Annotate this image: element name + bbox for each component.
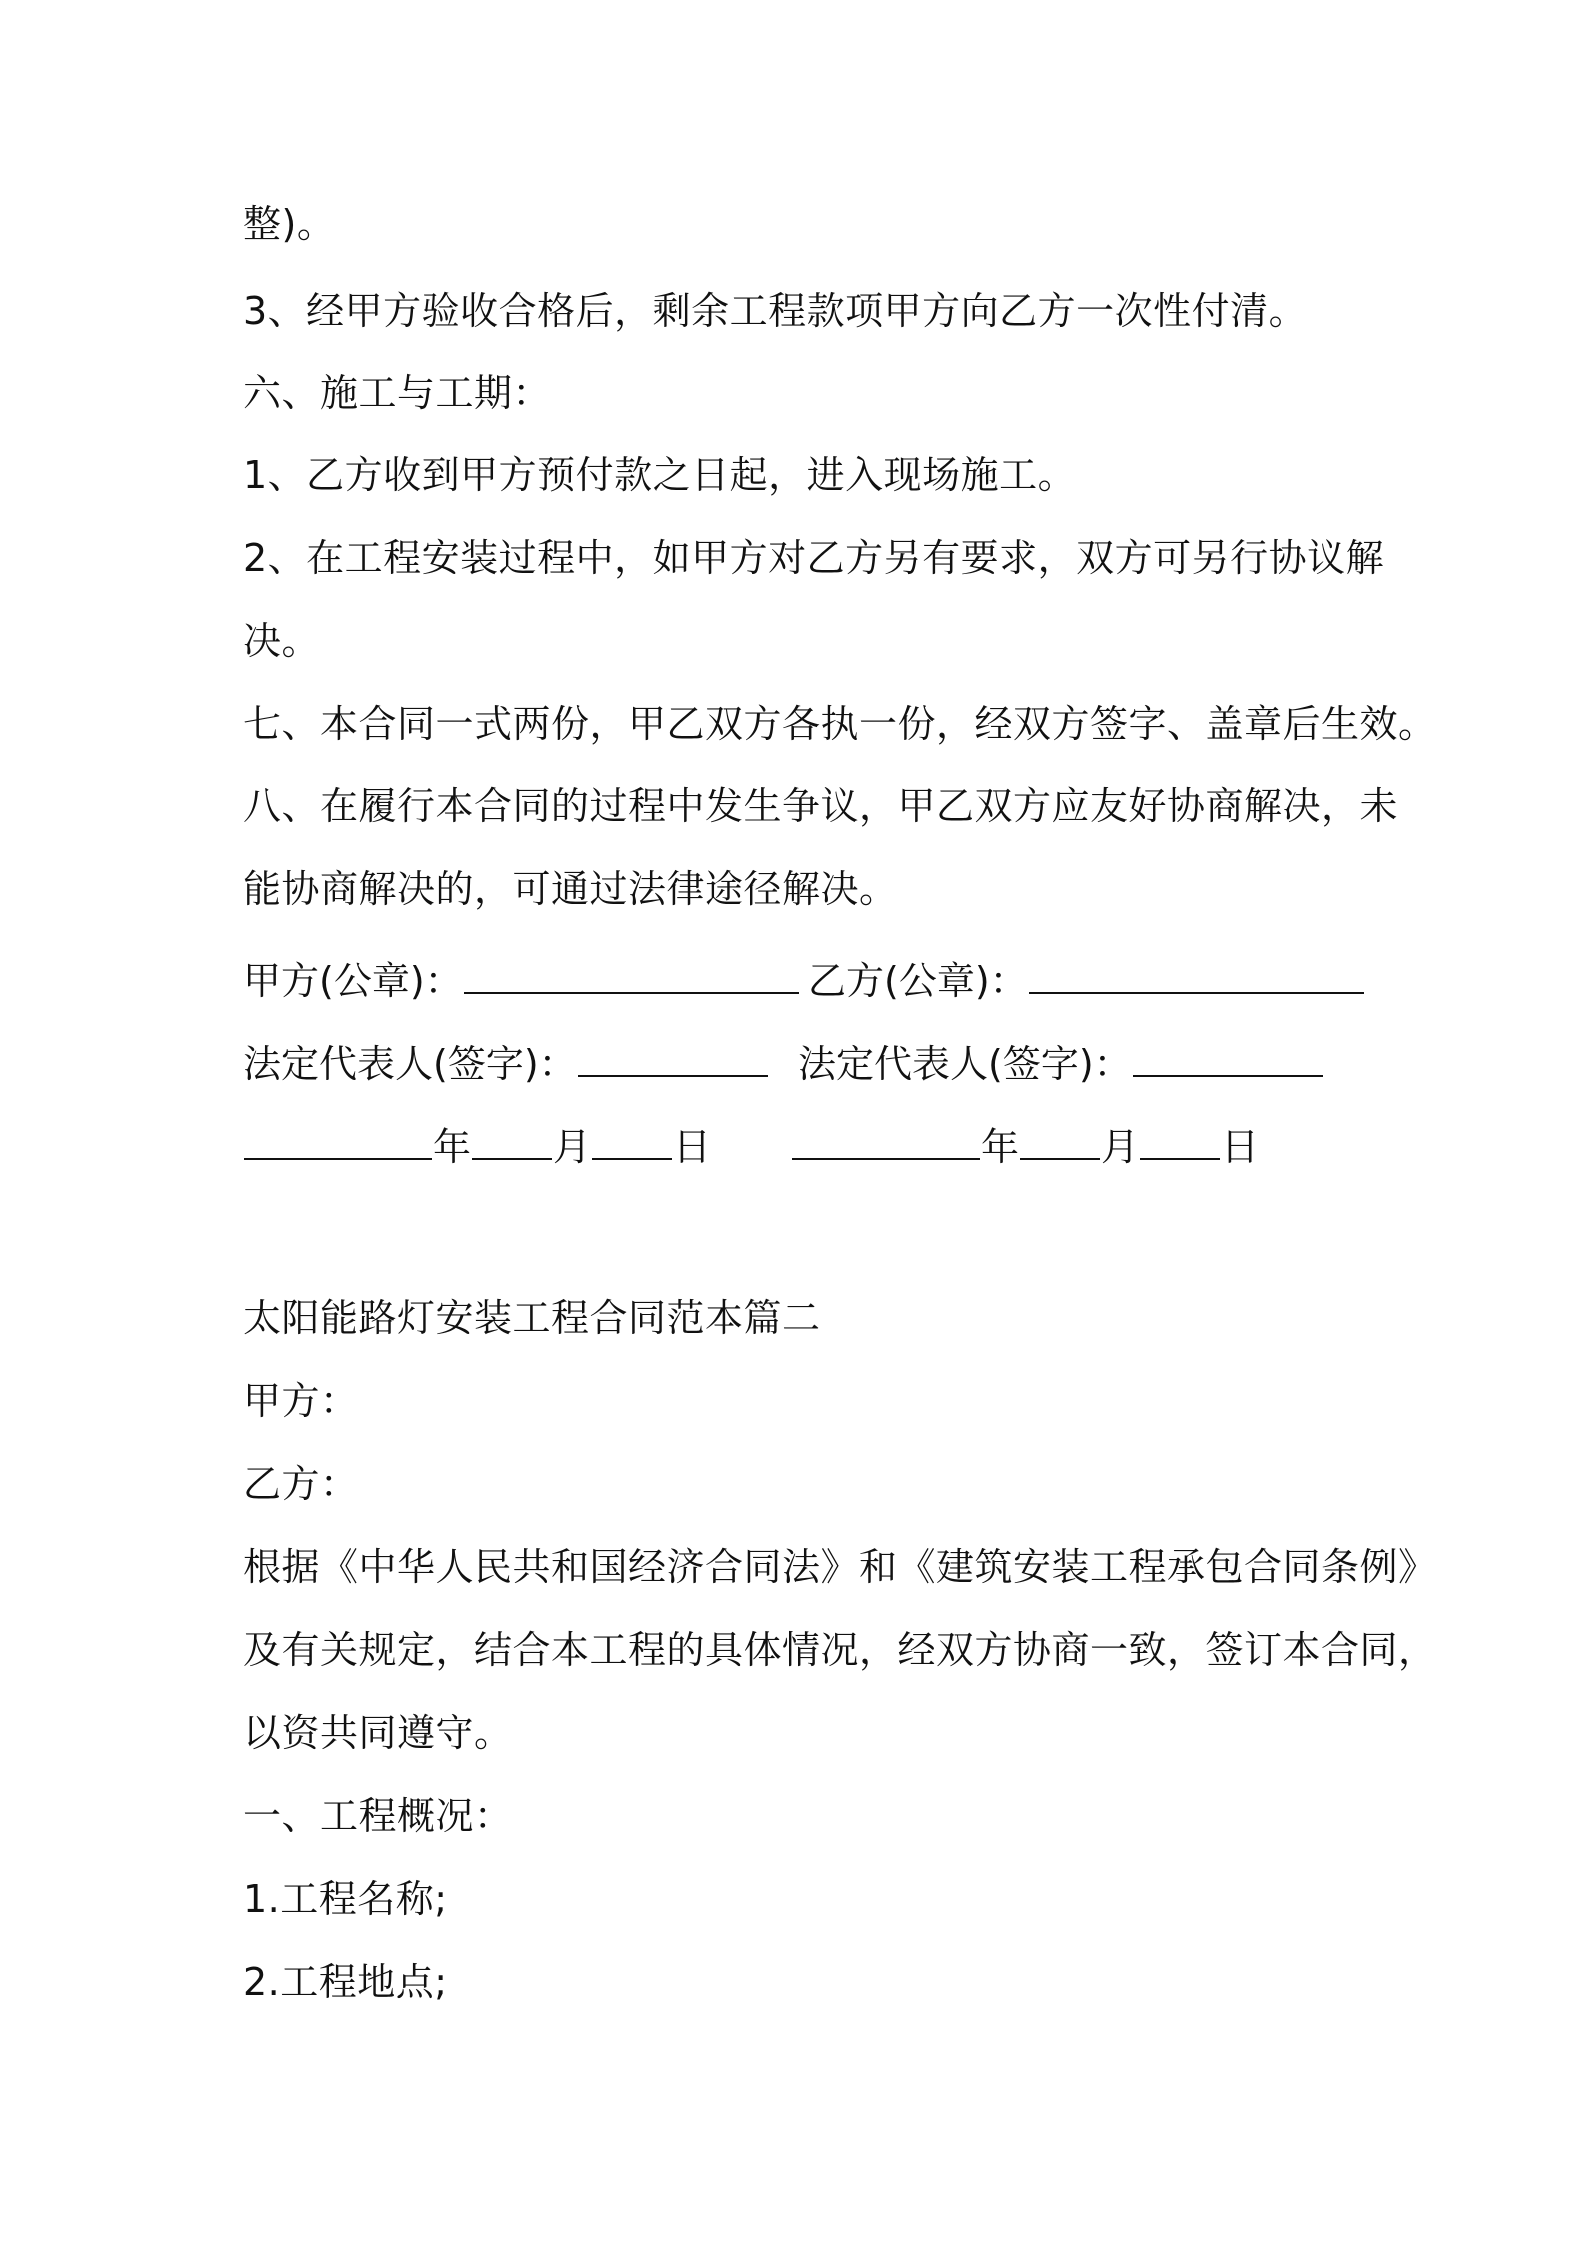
rep-a-label: 法定代表人(签字)： <box>243 1042 577 1086</box>
rep-b <box>798 1038 1324 1090</box>
item-project-name: 1.工程名称; <box>243 1877 448 1921</box>
party-a-seal-blank[interactable] <box>464 958 799 994</box>
date-a-day-label: 日 <box>673 1125 712 1169</box>
text-line-5: 2、在工程安装过程中，如甲方对乙方另有要求，双方可另行协议解 <box>243 536 1385 580</box>
date-b-day-label: 日 <box>1221 1125 1260 1169</box>
section-heading-8: 八、在履行本合同的过程中发生争议，甲乙双方应友好协商解决，未 <box>243 784 1399 828</box>
date-a-day-blank[interactable] <box>592 1124 672 1160</box>
rep-a <box>243 1038 769 1090</box>
section-heading-1: 一、工程概况： <box>243 1794 513 1838</box>
text-line-4: 1、乙方收到甲方预付款之日起，进入现场施工。 <box>243 453 1077 497</box>
party-b-line: 乙方： <box>243 1462 359 1506</box>
contract-title-2: 太阳能路灯安装工程合同范本篇二 <box>243 1296 821 1340</box>
date-b-month-label: 月 <box>1101 1125 1140 1169</box>
date-b-year-blank[interactable] <box>792 1124 980 1160</box>
party-a-seal-label: 甲方(公章)： <box>243 959 463 1003</box>
date-a-month-blank[interactable] <box>472 1124 552 1160</box>
rep-b-blank[interactable] <box>1133 1041 1323 1077</box>
date-b-day-blank[interactable] <box>1140 1124 1220 1160</box>
text-line-2: 3、经甲方验收合格后，剩余工程款项甲方向乙方一次性付清。 <box>243 289 1308 333</box>
date-b <box>791 1121 1259 1173</box>
date-a-month-label: 月 <box>553 1125 592 1169</box>
date-a-year-label: 年 <box>433 1125 472 1169</box>
date-b-year-label: 年 <box>981 1125 1020 1169</box>
section-heading-6: 六、施工与工期： <box>243 371 552 415</box>
intro-line-1: 根据《中华人民共和国经济合同法》和《建筑安装工程承包合同条例》 <box>243 1545 1437 1589</box>
text-line-1: 整)。 <box>243 202 336 246</box>
item-project-location: 2.工程地点; <box>243 1960 448 2004</box>
party-b-seal-blank[interactable] <box>1029 958 1364 994</box>
section-heading-7: 七、本合同一式两份，甲乙双方各执一份，经双方签字、盖章后生效。 <box>243 702 1437 746</box>
rep-b-label: 法定代表人(签字)： <box>798 1042 1132 1086</box>
party-b-seal-label: 乙方(公章)： <box>808 959 1028 1003</box>
party-a-line: 甲方： <box>243 1379 359 1423</box>
rep-a-blank[interactable] <box>578 1041 768 1077</box>
text-line-6: 决。 <box>243 619 321 663</box>
text-line-9: 能协商解决的，可通过法律途径解决。 <box>243 867 898 911</box>
date-a <box>243 1121 711 1173</box>
intro-line-3: 以资共同遵守。 <box>243 1711 513 1755</box>
intro-line-2: 及有关规定，结合本工程的具体情况，经双方协商一致，签订本合同， <box>243 1628 1437 1672</box>
date-a-year-blank[interactable] <box>244 1124 432 1160</box>
party-b-seal <box>808 955 1365 1007</box>
party-a-seal <box>243 955 800 1007</box>
date-b-month-blank[interactable] <box>1020 1124 1100 1160</box>
